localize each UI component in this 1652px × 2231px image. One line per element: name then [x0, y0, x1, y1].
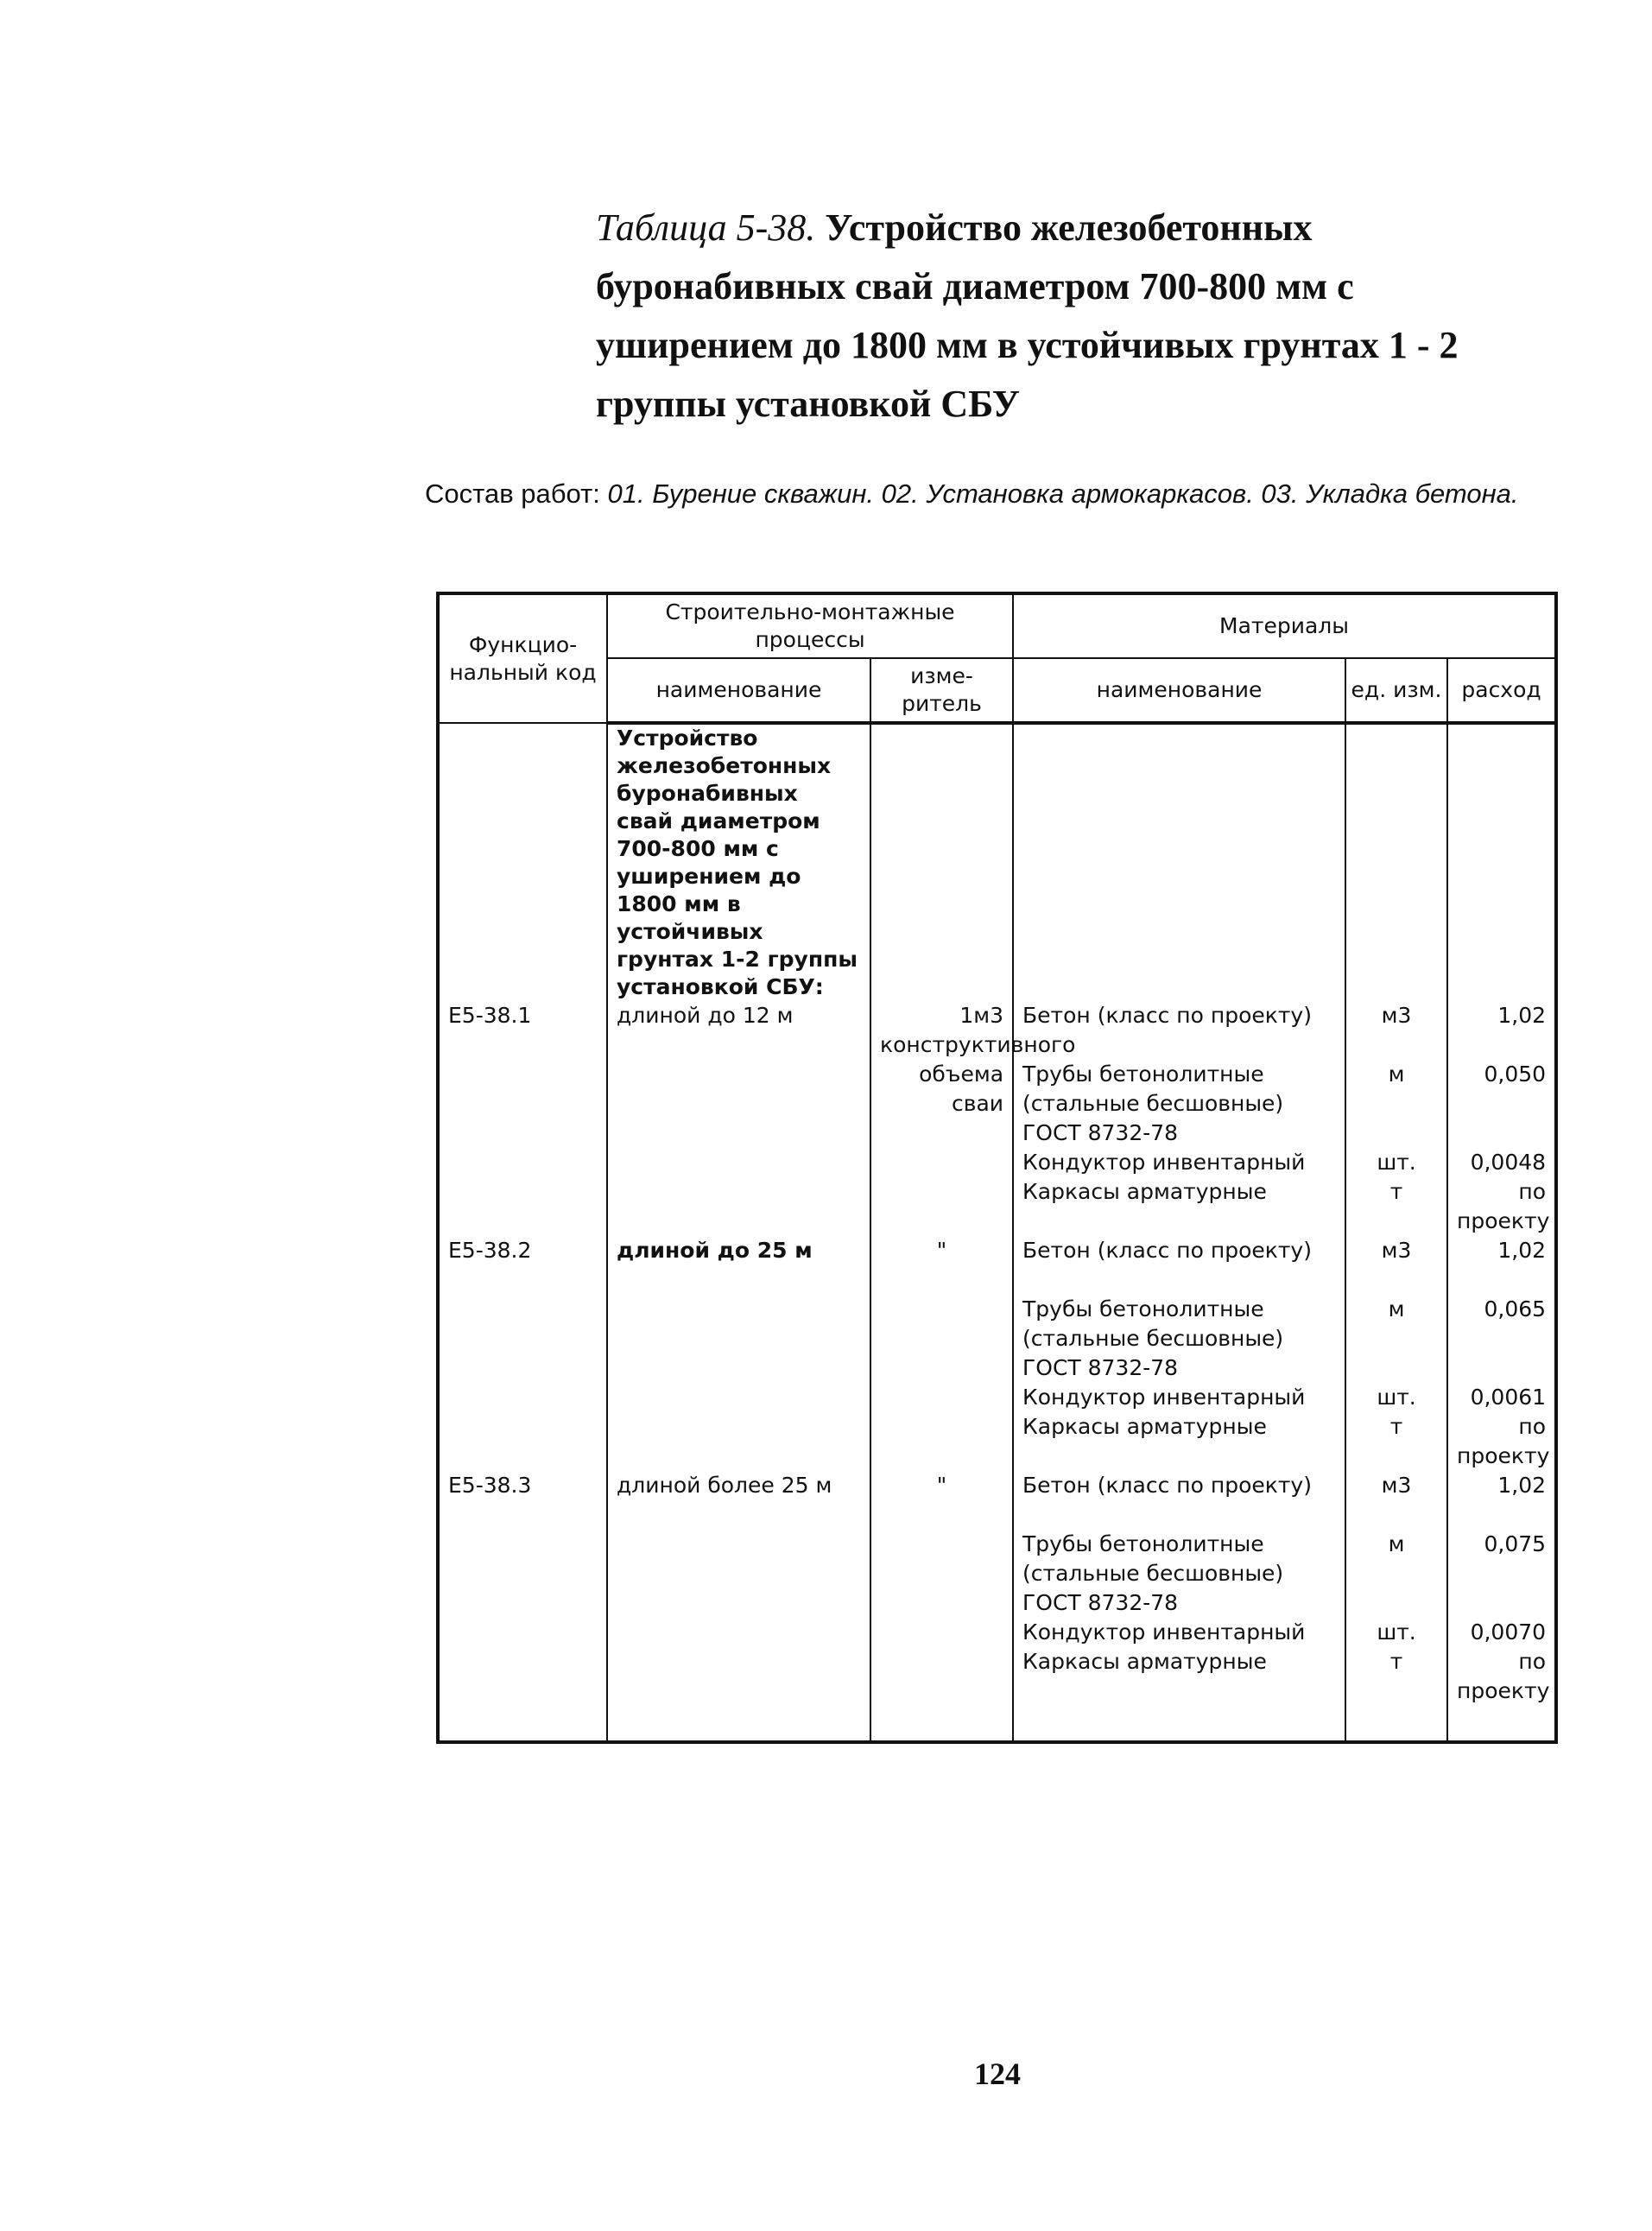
intro-text: Устройство железобетонных буронабивных свай диаметром 700-800 мм с уширением до 1800 мм в устойчивых грунтах 1-2 группы установкой СБУ: [617, 726, 858, 999]
material-quantity: 1,02 [1497, 1473, 1547, 1498]
material-unit: м3 [1381, 1238, 1412, 1263]
table-title-text: Устройство железобетонных буронабивных свай диаметром 700-800 мм с уширением до 1800 мм в устойчивых грунтах 1 - 2 группы установкой СБУ [596, 206, 1459, 425]
material-quantity: по проекту [1457, 1179, 1550, 1233]
header-meter: изме-ритель [870, 658, 1013, 723]
material-quantity: по проекту [1457, 1414, 1550, 1468]
material-quantity: 0,0070 [1470, 1619, 1547, 1645]
material-name: Бетон (класс по проекту) [1022, 1003, 1312, 1028]
material-unit: шт. [1377, 1150, 1416, 1175]
material-name: Кондуктор инвентарный [1022, 1150, 1306, 1175]
material-units [1345, 1236, 1447, 1471]
material-names [1013, 1236, 1345, 1471]
material-unit: м [1388, 1062, 1405, 1087]
page-number: 124 [974, 2057, 1021, 2091]
work-composition-ops: 01. Бурение скважин. 02. Установка армокаркасов. 03. Укладка бетона. [607, 479, 1519, 509]
meter-value: " [870, 1471, 1013, 1742]
meter-value: " [870, 1236, 1013, 1471]
material-quantity: 1,02 [1497, 1238, 1547, 1263]
material-units [1345, 1001, 1447, 1236]
material-unit: шт. [1377, 1619, 1416, 1645]
header-processes: Строительно-монтажные процессы [607, 593, 1013, 658]
table-row [438, 1471, 1556, 1742]
material-unit: т [1389, 1179, 1403, 1204]
material-quantity: 0,075 [1484, 1531, 1547, 1556]
material-quantities [1447, 1471, 1556, 1742]
material-unit: м [1388, 1531, 1405, 1556]
table-row [438, 1001, 1556, 1236]
header-process-name: наименование [607, 658, 870, 723]
table-row [438, 723, 1556, 1001]
work-composition [425, 475, 1548, 513]
pile-code: Е5-38.2 [438, 1236, 607, 1471]
material-name: Каркасы арматурные [1022, 1179, 1267, 1204]
material-name: Каркасы арматурные [1022, 1649, 1267, 1674]
material-unit: м3 [1381, 1473, 1412, 1498]
material-quantity: 0,065 [1484, 1296, 1547, 1321]
process-name: длиной до 12 м [607, 1001, 870, 1236]
process-name: длиной более 25 м [607, 1471, 870, 1742]
header-unit: ед. изм. [1345, 658, 1447, 723]
header-quantity: расход [1447, 658, 1556, 723]
material-quantity: 0,050 [1484, 1062, 1547, 1087]
material-quantities [1447, 1001, 1556, 1236]
material-name: Кондуктор инвентарный [1022, 1385, 1306, 1410]
material-unit: т [1389, 1414, 1403, 1439]
material-name: Бетон (класс по проекту) [1022, 1473, 1312, 1498]
table-row [438, 1236, 1556, 1471]
material-name: Каркасы арматурные [1022, 1414, 1267, 1439]
material-quantity: по проекту [1457, 1649, 1550, 1703]
pile-code: Е5-38.3 [438, 1471, 607, 1742]
material-quantity: 1,02 [1497, 1003, 1547, 1028]
material-unit: м [1388, 1296, 1405, 1321]
meter-value: 1м3 конструктивного объема сваи [870, 1001, 1013, 1236]
material-name: Трубы бетонолитные (стальные бесшовные) ГОСТ 8732-78 [1022, 1062, 1284, 1145]
material-name: Трубы бетонолитные (стальные бесшовные) ГОСТ 8732-78 [1022, 1296, 1284, 1380]
material-names [1013, 1471, 1345, 1742]
header-material-name: наименование [1013, 658, 1345, 723]
material-units [1345, 1471, 1447, 1742]
material-quantities [1447, 1236, 1556, 1471]
material-name: Кондуктор инвентарный [1022, 1619, 1306, 1645]
pile-code: Е5-38.1 [438, 1001, 607, 1236]
material-quantity: 0,0048 [1470, 1150, 1547, 1175]
material-name: Трубы бетонолитные (стальные бесшовные) ГОСТ 8732-78 [1022, 1531, 1284, 1615]
header-materials: Материалы [1013, 593, 1556, 658]
table-title-label: Таблица 5-38. [596, 206, 816, 249]
work-composition-label: Состав работ: [425, 479, 600, 509]
material-unit: шт. [1377, 1385, 1416, 1410]
table-title [596, 199, 1511, 434]
process-name: длиной до 25 м [607, 1236, 870, 1471]
norms-table [436, 592, 1558, 1744]
material-unit: м3 [1381, 1003, 1412, 1028]
header-code: Функцио-нальный код [438, 593, 607, 723]
material-name: Бетон (класс по проекту) [1022, 1238, 1312, 1263]
material-unit: т [1389, 1649, 1403, 1674]
material-quantity: 0,0061 [1470, 1385, 1547, 1410]
